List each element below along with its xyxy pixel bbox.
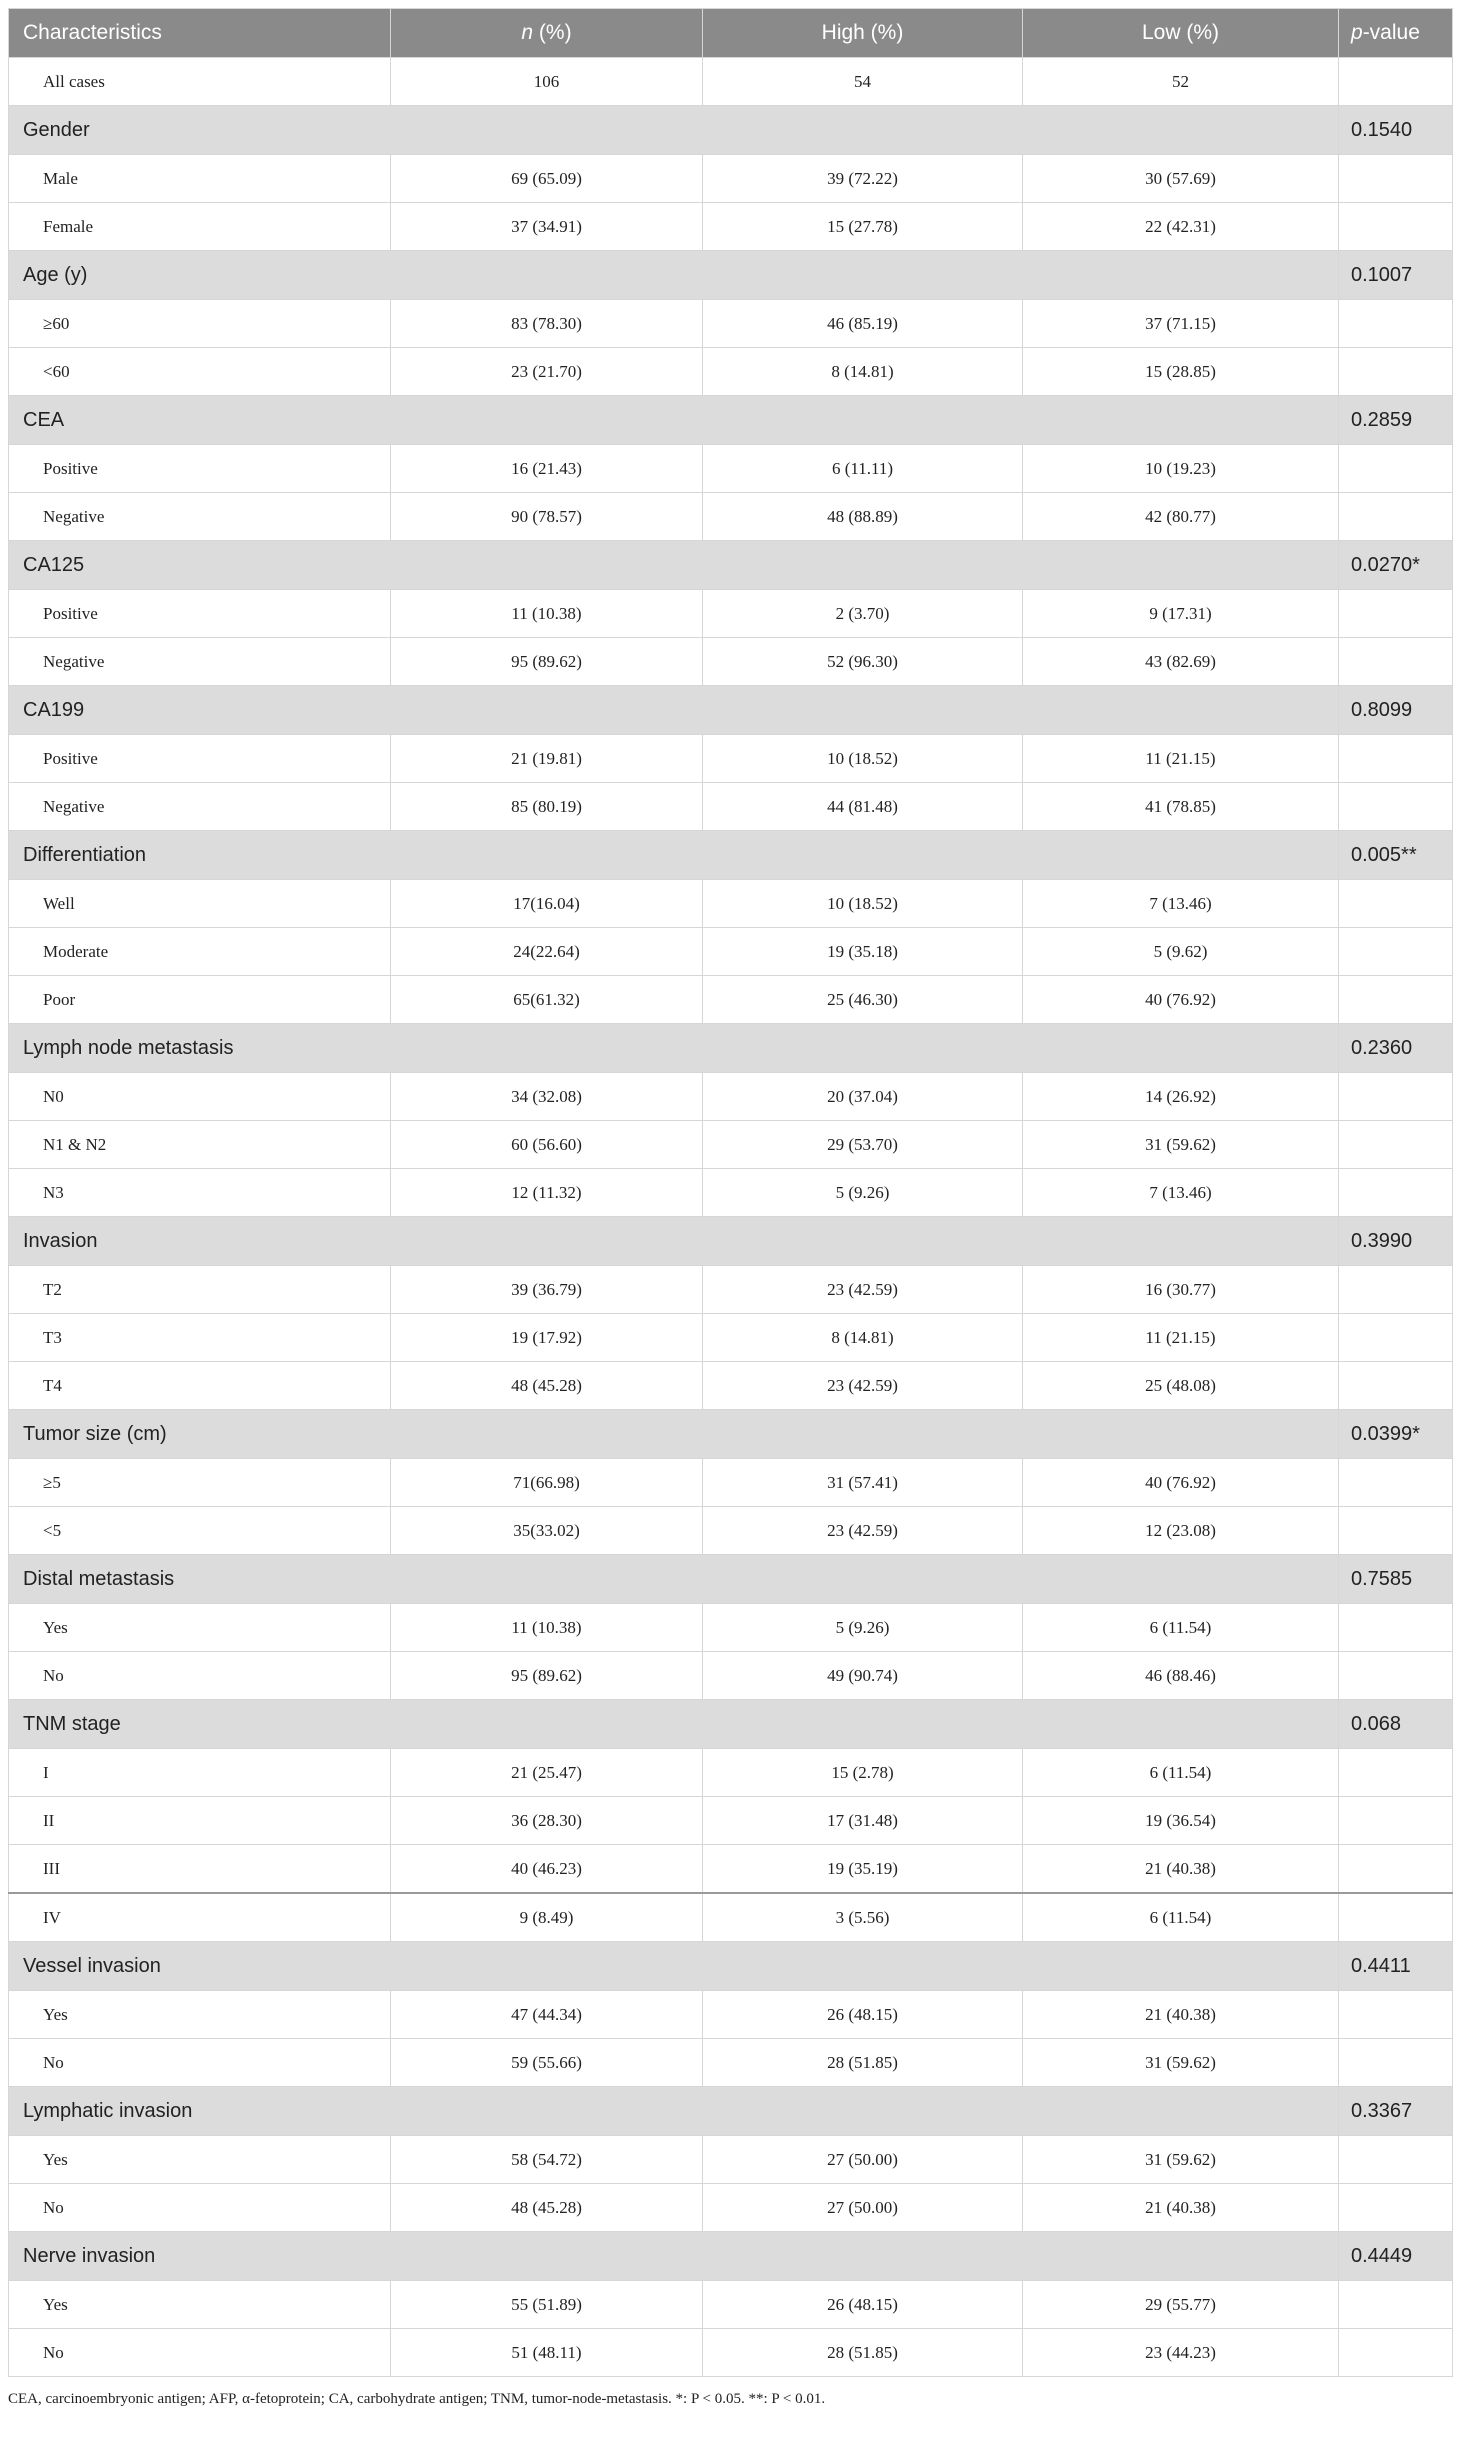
cell-high: 2 (3.70) (703, 590, 1023, 638)
table-row (9, 300, 1453, 348)
table-row (9, 1266, 1453, 1314)
cell-label: Poor (9, 976, 391, 1024)
group-label: CEA (9, 396, 1339, 445)
header-n-suffix: (%) (533, 21, 572, 44)
table-row (9, 203, 1453, 251)
cell-high: 19 (35.18) (703, 928, 1023, 976)
group-label: Gender (9, 106, 1339, 155)
cell-low: 10 (19.23) (1023, 445, 1339, 493)
group-p-value: 0.0270* (1339, 541, 1453, 590)
cell-low: 9 (17.31) (1023, 590, 1339, 638)
cell-p (1339, 2039, 1453, 2087)
group-p-value: 0.4411 (1339, 1942, 1453, 1991)
group-row (9, 831, 1453, 880)
cell-p (1339, 493, 1453, 541)
cell-label: Moderate (9, 928, 391, 976)
group-p-value: 0.8099 (1339, 686, 1453, 735)
cell-low: 25 (48.08) (1023, 1362, 1339, 1410)
cell-label: Positive (9, 445, 391, 493)
cell-n: 83 (78.30) (391, 300, 703, 348)
cell-p (1339, 1797, 1453, 1845)
group-row (9, 251, 1453, 300)
cell-high: 27 (50.00) (703, 2184, 1023, 2232)
cell-p (1339, 1169, 1453, 1217)
header-low: Low (%) (1023, 9, 1339, 58)
table-row (9, 493, 1453, 541)
group-label: Lymph node metastasis (9, 1024, 1339, 1073)
header-p-suffix: -value (1362, 21, 1420, 44)
cell-n: 12 (11.32) (391, 1169, 703, 1217)
cell-p (1339, 1459, 1453, 1507)
cell-high: 54 (703, 58, 1023, 106)
cell-low: 40 (76.92) (1023, 976, 1339, 1024)
group-label: Tumor size (cm) (9, 1410, 1339, 1459)
group-p-value: 0.2360 (1339, 1024, 1453, 1073)
cell-n: 35(33.02) (391, 1507, 703, 1555)
table-row (9, 735, 1453, 783)
group-label: Lymphatic invasion (9, 2087, 1339, 2136)
cell-n: 16 (21.43) (391, 445, 703, 493)
cell-high: 5 (9.26) (703, 1604, 1023, 1652)
cell-n: 11 (10.38) (391, 590, 703, 638)
cell-high: 28 (51.85) (703, 2329, 1023, 2377)
group-label: Nerve invasion (9, 2232, 1339, 2281)
group-label: Vessel invasion (9, 1942, 1339, 1991)
cell-label: All cases (9, 58, 391, 106)
cell-p (1339, 1991, 1453, 2039)
cell-n: 51 (48.11) (391, 2329, 703, 2377)
cell-p (1339, 2329, 1453, 2377)
group-p-value: 0.7585 (1339, 1555, 1453, 1604)
table-row (9, 1459, 1453, 1507)
cell-n: 47 (44.34) (391, 1991, 703, 2039)
cell-n: 17(16.04) (391, 880, 703, 928)
cell-high: 28 (51.85) (703, 2039, 1023, 2087)
cell-label: ≥5 (9, 1459, 391, 1507)
cell-n: 95 (89.62) (391, 638, 703, 686)
cell-p (1339, 1073, 1453, 1121)
cell-p (1339, 1266, 1453, 1314)
cell-high: 26 (48.15) (703, 1991, 1023, 2039)
cell-n: 19 (17.92) (391, 1314, 703, 1362)
group-row (9, 2087, 1453, 2136)
cell-p (1339, 928, 1453, 976)
cell-n: 71(66.98) (391, 1459, 703, 1507)
cell-label: <60 (9, 348, 391, 396)
cell-high: 26 (48.15) (703, 2281, 1023, 2329)
group-row (9, 686, 1453, 735)
cell-n: 39 (36.79) (391, 1266, 703, 1314)
table-row (9, 1604, 1453, 1652)
cell-n: 9 (8.49) (391, 1893, 703, 1942)
table-row (9, 1845, 1453, 1894)
cell-high: 39 (72.22) (703, 155, 1023, 203)
group-row (9, 396, 1453, 445)
group-row (9, 1217, 1453, 1266)
table-row (9, 976, 1453, 1024)
cell-low: 16 (30.77) (1023, 1266, 1339, 1314)
cell-high: 44 (81.48) (703, 783, 1023, 831)
cell-label: No (9, 2039, 391, 2087)
group-label: TNM stage (9, 1700, 1339, 1749)
cell-p (1339, 783, 1453, 831)
group-label: Differentiation (9, 831, 1339, 880)
cell-low: 12 (23.08) (1023, 1507, 1339, 1555)
cell-label: Male (9, 155, 391, 203)
cell-label: N1 & N2 (9, 1121, 391, 1169)
cell-label: III (9, 1845, 391, 1894)
group-p-value: 0.005** (1339, 831, 1453, 880)
table-row-all-cases (9, 58, 1453, 106)
group-row (9, 1700, 1453, 1749)
cell-low: 21 (40.38) (1023, 2184, 1339, 2232)
cell-high: 17 (31.48) (703, 1797, 1023, 1845)
cell-low: 41 (78.85) (1023, 783, 1339, 831)
cell-low: 7 (13.46) (1023, 1169, 1339, 1217)
cell-p (1339, 300, 1453, 348)
header-p-symbol: p (1351, 21, 1363, 44)
cell-n: 37 (34.91) (391, 203, 703, 251)
cell-high: 20 (37.04) (703, 1073, 1023, 1121)
cell-label: Well (9, 880, 391, 928)
header-n-symbol: n (521, 21, 534, 44)
cell-low: 43 (82.69) (1023, 638, 1339, 686)
group-p-value: 0.068 (1339, 1700, 1453, 1749)
cell-low: 23 (44.23) (1023, 2329, 1339, 2377)
cell-n: 36 (28.30) (391, 1797, 703, 1845)
table-row (9, 928, 1453, 976)
cell-high: 23 (42.59) (703, 1266, 1023, 1314)
cell-n: 23 (21.70) (391, 348, 703, 396)
cell-p (1339, 880, 1453, 928)
table-footnote: CEA, carcinoembryonic antigen; AFP, α-fetoprotein; CA, carbohydrate antigen; TNM, tumor-node-metastasis. *: P < 0.05. **: P < 0.01. (8, 2391, 826, 2407)
cell-high: 49 (90.74) (703, 1652, 1023, 1700)
cell-label: Negative (9, 783, 391, 831)
cell-low: 19 (36.54) (1023, 1797, 1339, 1845)
cell-p (1339, 735, 1453, 783)
cell-label: ≥60 (9, 300, 391, 348)
cell-p (1339, 1604, 1453, 1652)
table-row (9, 638, 1453, 686)
cell-p (1339, 203, 1453, 251)
table-row (9, 1893, 1453, 1942)
cell-low: 5 (9.62) (1023, 928, 1339, 976)
cell-label: Yes (9, 2281, 391, 2329)
cell-n: 85 (80.19) (391, 783, 703, 831)
table-row (9, 1362, 1453, 1410)
cell-high: 8 (14.81) (703, 1314, 1023, 1362)
cell-n: 48 (45.28) (391, 2184, 703, 2232)
cell-label: T3 (9, 1314, 391, 1362)
cell-high: 15 (27.78) (703, 203, 1023, 251)
cell-low: 31 (59.62) (1023, 2039, 1339, 2087)
cell-low: 46 (88.46) (1023, 1652, 1339, 1700)
cell-label: Female (9, 203, 391, 251)
cell-high: 15 (2.78) (703, 1749, 1023, 1797)
group-p-value: 0.0399* (1339, 1410, 1453, 1459)
cell-label: <5 (9, 1507, 391, 1555)
cell-label: I (9, 1749, 391, 1797)
header-row (9, 9, 1453, 58)
cell-low: 52 (1023, 58, 1339, 106)
cell-low: 22 (42.31) (1023, 203, 1339, 251)
cell-n: 55 (51.89) (391, 2281, 703, 2329)
cell-p (1339, 1121, 1453, 1169)
group-label: Invasion (9, 1217, 1339, 1266)
header-n-percent (391, 9, 703, 58)
group-label: Age (y) (9, 251, 1339, 300)
cell-label: Negative (9, 638, 391, 686)
cell-low: 31 (59.62) (1023, 2136, 1339, 2184)
header-high: High (%) (703, 9, 1023, 58)
group-row (9, 106, 1453, 155)
table-row (9, 1749, 1453, 1797)
table-row (9, 1797, 1453, 1845)
cell-high: 5 (9.26) (703, 1169, 1023, 1217)
cell-label: Yes (9, 1604, 391, 1652)
cell-n: 21 (19.81) (391, 735, 703, 783)
cell-n: 34 (32.08) (391, 1073, 703, 1121)
cell-n: 24(22.64) (391, 928, 703, 976)
cell-label: Positive (9, 590, 391, 638)
cell-high: 29 (53.70) (703, 1121, 1023, 1169)
cell-high: 19 (35.19) (703, 1845, 1023, 1894)
cell-p (1339, 2184, 1453, 2232)
cell-p (1339, 1652, 1453, 1700)
table-row (9, 1991, 1453, 2039)
table-row (9, 880, 1453, 928)
cell-n: 21 (25.47) (391, 1749, 703, 1797)
table-row (9, 590, 1453, 638)
cell-high: 6 (11.11) (703, 445, 1023, 493)
group-row (9, 1410, 1453, 1459)
group-p-value: 0.4449 (1339, 2232, 1453, 2281)
table-row (9, 348, 1453, 396)
cell-label: Positive (9, 735, 391, 783)
cell-low: 6 (11.54) (1023, 1749, 1339, 1797)
cell-label: Yes (9, 2136, 391, 2184)
table-row (9, 1652, 1453, 1700)
cell-label: No (9, 1652, 391, 1700)
table-row (9, 783, 1453, 831)
cell-label: Negative (9, 493, 391, 541)
cell-low: 30 (57.69) (1023, 155, 1339, 203)
cell-high: 52 (96.30) (703, 638, 1023, 686)
table-row (9, 2184, 1453, 2232)
cell-low: 29 (55.77) (1023, 2281, 1339, 2329)
cell-low: 21 (40.38) (1023, 1991, 1339, 2039)
cell-high: 27 (50.00) (703, 2136, 1023, 2184)
group-p-value: 0.3990 (1339, 1217, 1453, 1266)
table-row (9, 2329, 1453, 2377)
cell-low: 11 (21.15) (1023, 735, 1339, 783)
group-p-value: 0.3367 (1339, 2087, 1453, 2136)
group-row (9, 541, 1453, 590)
group-label: CA199 (9, 686, 1339, 735)
cell-label: N0 (9, 1073, 391, 1121)
cell-p (1339, 1314, 1453, 1362)
group-row (9, 1942, 1453, 1991)
table-row (9, 1169, 1453, 1217)
cell-low: 21 (40.38) (1023, 1845, 1339, 1894)
cell-p (1339, 1845, 1453, 1894)
group-row (9, 2232, 1453, 2281)
cell-high: 23 (42.59) (703, 1362, 1023, 1410)
cell-high: 8 (14.81) (703, 348, 1023, 396)
cell-low: 6 (11.54) (1023, 1604, 1339, 1652)
group-p-value: 0.1007 (1339, 251, 1453, 300)
cell-n: 48 (45.28) (391, 1362, 703, 1410)
table-row (9, 2281, 1453, 2329)
cell-n: 90 (78.57) (391, 493, 703, 541)
cell-label: II (9, 1797, 391, 1845)
header-p-value (1339, 9, 1453, 58)
cell-high: 10 (18.52) (703, 880, 1023, 928)
cell-high: 31 (57.41) (703, 1459, 1023, 1507)
table-row (9, 1073, 1453, 1121)
cell-n: 106 (391, 58, 703, 106)
table-row (9, 1507, 1453, 1555)
cell-p (1339, 1362, 1453, 1410)
cell-low: 7 (13.46) (1023, 880, 1339, 928)
cell-high: 48 (88.89) (703, 493, 1023, 541)
cell-high: 10 (18.52) (703, 735, 1023, 783)
cell-high: 25 (46.30) (703, 976, 1023, 1024)
cell-label: T4 (9, 1362, 391, 1410)
table-row (9, 155, 1453, 203)
group-label: Distal metastasis (9, 1555, 1339, 1604)
cell-high: 23 (42.59) (703, 1507, 1023, 1555)
cell-p (1339, 638, 1453, 686)
header-characteristics: Characteristics (9, 9, 391, 58)
cell-p (1339, 1507, 1453, 1555)
table-body (9, 58, 1453, 2377)
cell-p (1339, 2281, 1453, 2329)
characteristics-table (8, 8, 1453, 2377)
cell-label: IV (9, 1893, 391, 1942)
cell-low: 15 (28.85) (1023, 348, 1339, 396)
cell-p (1339, 590, 1453, 638)
cell-label: No (9, 2184, 391, 2232)
cell-p (1339, 1893, 1453, 1942)
table-row (9, 2136, 1453, 2184)
cell-n: 60 (56.60) (391, 1121, 703, 1169)
cell-label: Yes (9, 1991, 391, 2039)
group-label: CA125 (9, 541, 1339, 590)
group-p-value: 0.1540 (1339, 106, 1453, 155)
cell-n: 11 (10.38) (391, 1604, 703, 1652)
cell-p (1339, 445, 1453, 493)
cell-low: 31 (59.62) (1023, 1121, 1339, 1169)
cell-low: 40 (76.92) (1023, 1459, 1339, 1507)
cell-p (1339, 155, 1453, 203)
cell-p (1339, 58, 1453, 106)
cell-p (1339, 1749, 1453, 1797)
cell-n: 69 (65.09) (391, 155, 703, 203)
cell-high: 46 (85.19) (703, 300, 1023, 348)
cell-p (1339, 976, 1453, 1024)
group-p-value: 0.2859 (1339, 396, 1453, 445)
table-row (9, 2039, 1453, 2087)
cell-label: N3 (9, 1169, 391, 1217)
cell-n: 40 (46.23) (391, 1845, 703, 1894)
cell-low: 42 (80.77) (1023, 493, 1339, 541)
cell-low: 6 (11.54) (1023, 1893, 1339, 1942)
cell-high: 3 (5.56) (703, 1893, 1023, 1942)
cell-n: 95 (89.62) (391, 1652, 703, 1700)
cell-n: 65(61.32) (391, 976, 703, 1024)
cell-p (1339, 348, 1453, 396)
cell-n: 59 (55.66) (391, 2039, 703, 2087)
cell-n: 58 (54.72) (391, 2136, 703, 2184)
cell-label: No (9, 2329, 391, 2377)
table-row (9, 445, 1453, 493)
cell-low: 11 (21.15) (1023, 1314, 1339, 1362)
cell-low: 14 (26.92) (1023, 1073, 1339, 1121)
table-container (8, 8, 1452, 2408)
group-row (9, 1555, 1453, 1604)
cell-low: 37 (71.15) (1023, 300, 1339, 348)
group-row (9, 1024, 1453, 1073)
table-row (9, 1314, 1453, 1362)
cell-p (1339, 2136, 1453, 2184)
table-row (9, 1121, 1453, 1169)
cell-label: T2 (9, 1266, 391, 1314)
